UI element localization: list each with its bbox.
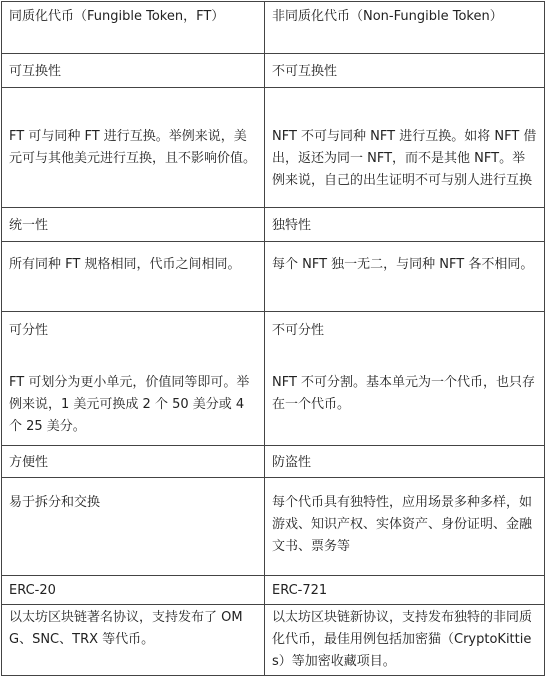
nft-property-desc: 每个代币具有独特性，应用场景多种多样，如游戏、知识产权、实体资产、身份证明、金融文书、票务等 <box>265 478 545 576</box>
ft-property-title: 方便性 <box>2 446 265 478</box>
ft-property-title: 可分性 <box>9 323 49 338</box>
table-header-row <box>2 2 545 54</box>
section-desc-row <box>2 478 545 576</box>
nft-property-title: 不可分性 <box>272 323 325 338</box>
nft-property-title: ERC-721 <box>265 576 545 605</box>
nft-property-desc: 以太坊区块链新协议，支持发布独特的非同质化代币，最佳用例包括加密猫（CryptoKitties）等加密收藏项目。 <box>265 605 545 676</box>
ft-property-desc: FT 可划分为更小单元，价值同等即可。举例来说，1 美元可换成 2 个 50 美分或 4 个 25 美分。 <box>9 375 250 434</box>
ft-header-cell: 同质化代币（Fungible Token，FT） <box>2 2 265 54</box>
ft-property-title: 可互换性 <box>2 54 265 88</box>
section-desc-row <box>2 242 545 312</box>
nft-property-desc: 每个 NFT 独一无二，与同种 NFT 各不相同。 <box>265 242 545 312</box>
spacer <box>9 342 257 364</box>
section-combined-row <box>2 312 545 446</box>
ft-property-title: 统一性 <box>2 208 265 242</box>
section-title-row <box>2 54 545 88</box>
spacer <box>272 342 537 364</box>
ft-property-cell <box>2 312 265 446</box>
ft-property-desc: 以太坊区块链著名协议，支持发布了 OMG、SNC、TRX 等代币。 <box>2 605 265 676</box>
section-desc-row <box>2 605 545 676</box>
section-title-row <box>2 208 545 242</box>
nft-property-title: 防盗性 <box>265 446 545 478</box>
section-title-row <box>2 576 545 605</box>
nft-property-title: 不可互换性 <box>265 54 545 88</box>
nft-property-desc: NFT 不可与同种 NFT 进行互换。如将 NFT 借出，返还为同一 NFT，而不是其他 NFT。举例来说，自己的出生证明不可与别人进行互换 <box>265 88 545 208</box>
ft-property-title: ERC-20 <box>2 576 265 605</box>
ft-nft-comparison-table <box>1 1 545 676</box>
nft-property-desc: NFT 不可分割。基本单元为一个代币，也只存在一个代币。 <box>272 375 536 412</box>
section-title-row <box>2 446 545 478</box>
section-desc-row <box>2 88 545 208</box>
nft-header-cell: 非同质化代币（Non-Fungible Token） <box>265 2 545 54</box>
nft-property-title: 独特性 <box>265 208 545 242</box>
ft-property-desc: FT 可与同种 FT 进行互换。举例来说，美元可与其他美元进行互换，且不影响价值。 <box>2 88 265 208</box>
ft-property-desc: 所有同种 FT 规格相同，代币之间相同。 <box>2 242 265 312</box>
ft-property-desc: 易于拆分和交换 <box>2 478 265 576</box>
nft-property-cell <box>265 312 545 446</box>
